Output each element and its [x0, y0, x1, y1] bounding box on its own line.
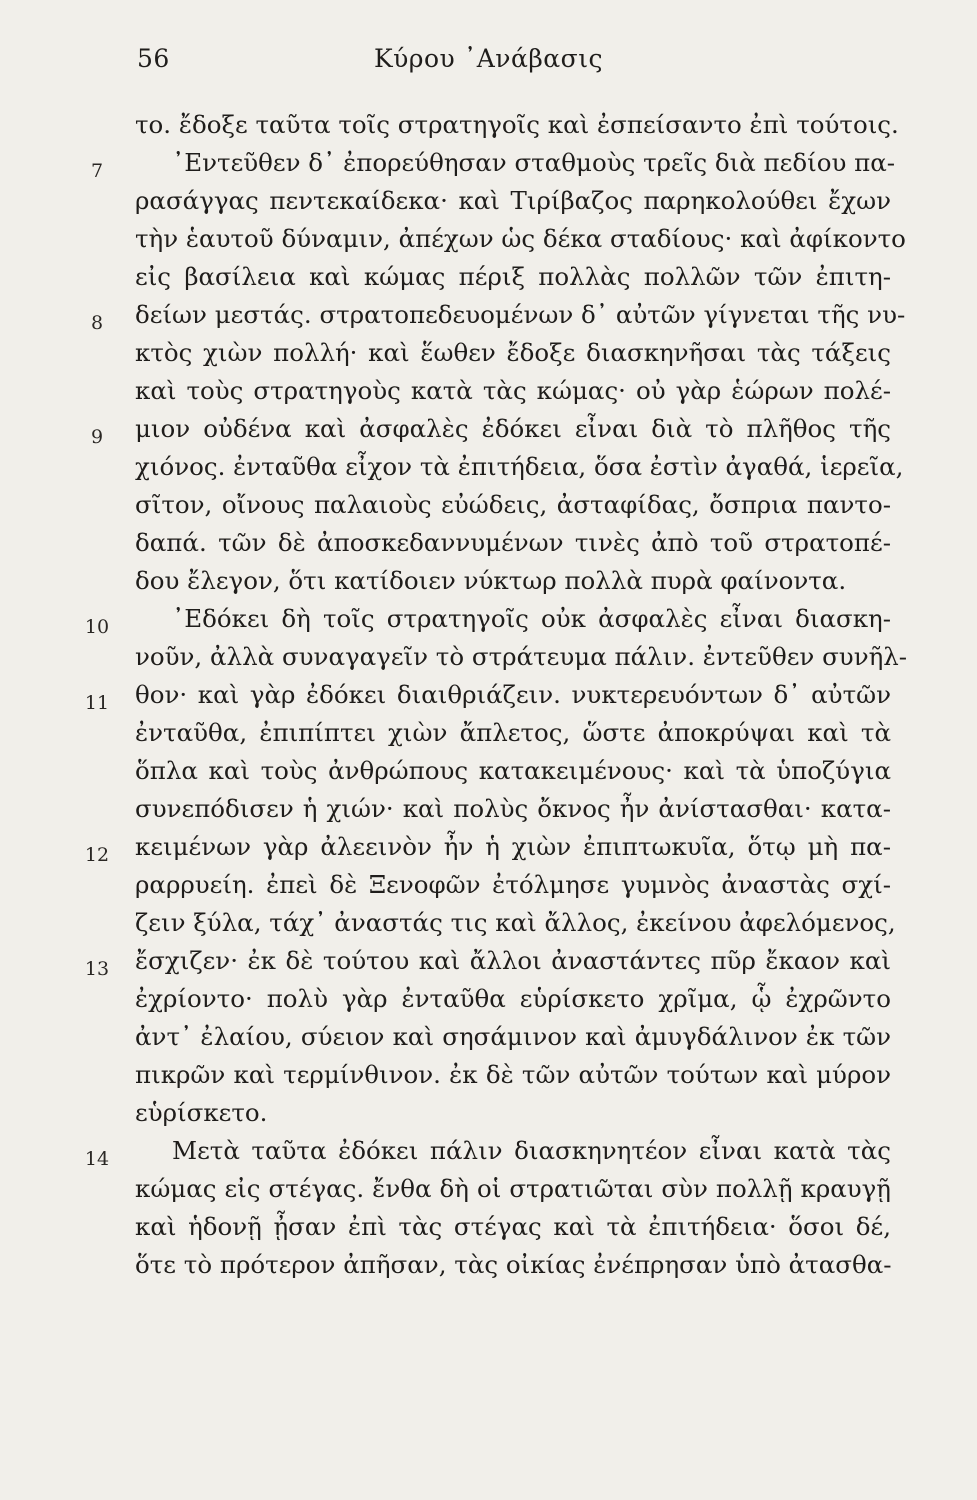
text-line	[0, 904, 977, 942]
line-text: το. ἔδοξε ταῦτα τοῖς στρατηγοῖς καὶ ἐσπείσαντο ἐπὶ τούτοις.	[135, 110, 899, 139]
body-text	[0, 106, 977, 1284]
text-line	[0, 1170, 977, 1208]
text-line	[0, 638, 977, 676]
line-text: ρασάγγας πεντεκαίδεκα· καὶ Τιρίβαζος παρηκολούθει ἔχων	[135, 186, 891, 215]
line-text: κτὸς χιὼν πολλή· καὶ ἕωθεν ἔδοξε διασκηνῆσαι τὰς τάξεις	[135, 338, 891, 367]
text-line	[0, 1018, 977, 1056]
line-text: κειμένων γὰρ ἀλεεινὸν ἦν ἡ χιὼν ἐπιπτωκυῖα, ὅτῳ μὴ πα-	[135, 832, 891, 861]
line-text: θον· καὶ γὰρ ἐδόκει διαιθριάζειν. νυκτερευόντων δ᾿ αὐτῶν	[135, 680, 891, 709]
line-text: ᾿Εντεῦθεν δ᾿ ἐπορεύθησαν σταθμοὺς τρεῖς διὰ πεδίου πα-	[172, 148, 896, 177]
line-text: μιον οὐδένα καὶ ἀσφαλὲς ἐδόκει εἶναι διὰ τὸ πλῆθος τῆς	[135, 414, 891, 443]
section-number: 7	[90, 160, 104, 182]
section-number: 10	[84, 616, 110, 638]
text-line	[0, 410, 977, 448]
text-line	[0, 1094, 977, 1132]
line-text: ὅτε τὸ πρότερον ἀπῆσαν, τὰς οἰκίας ἐνέπρησαν ὑπὸ ἀτασθα-	[135, 1250, 892, 1279]
section-number: 12	[84, 844, 110, 866]
text-line	[0, 524, 977, 562]
line-text: Μετὰ ταῦτα ἐδόκει πάλιν διασκηνητέον εἶναι κατὰ τὰς	[172, 1136, 891, 1165]
section-number: 14	[84, 1148, 110, 1170]
line-text: ᾿Εδόκει δὴ τοῖς στρατηγοῖς οὐκ ἀσφαλὲς εἶναι διασκη-	[172, 604, 891, 633]
line-text: κώμας εἰς στέγας. ἔνθα δὴ οἱ στρατιῶται σὺν πολλῇ κραυγῇ	[135, 1174, 891, 1203]
line-text: εἰς βασίλεια καὶ κώμας πέριξ πολλὰς πολλῶν τῶν ἐπιτη-	[135, 262, 891, 291]
line-text: συνεπόδισεν ἡ χιών· καὶ πολὺς ὄκνος ἦν ἀνίστασθαι· κατα-	[135, 794, 891, 823]
text-line	[0, 600, 977, 638]
line-text: ἐχρίοντο· πολὺ γὰρ ἐνταῦθα εὑρίσκετο χρῖμα, ᾧ ἐχρῶντο	[135, 984, 891, 1013]
line-text: τὴν ἑαυτοῦ δύναμιν, ἀπέχων ὡς δέκα σταδίους· καὶ ἀφίκοντο	[135, 224, 906, 253]
line-text: εὑρίσκετο.	[135, 1098, 268, 1127]
page-number: 56	[137, 44, 170, 73]
line-text: ραρρυείη. ἐπεὶ δὲ Ξενοφῶν ἐτόλμησε γυμνὸς ἀναστὰς σχί-	[135, 870, 891, 899]
text-line	[0, 790, 977, 828]
line-text: δου ἔλεγον, ὅτι κατίδοιεν νύκτωρ πολλὰ πυρὰ φαίνοντα.	[135, 566, 847, 595]
line-text: ἐνταῦθα, ἐπιπίπτει χιὼν ἄπλετος, ὥστε ἀποκρύψαι καὶ τὰ	[135, 718, 891, 747]
text-line	[0, 334, 977, 372]
text-line	[0, 676, 977, 714]
section-number: 9	[90, 426, 104, 448]
line-text: χιόνος. ἐνταῦθα εἶχον τὰ ἐπιτήδεια, ὅσα ἐστὶν ἀγαθά, ἱερεῖα,	[135, 452, 904, 481]
section-number: 11	[84, 692, 110, 714]
page-title: Κύρου ᾿Ανάβασις	[373, 44, 604, 73]
line-text: ζειν ξύλα, τάχ᾿ ἀναστάς τις καὶ ἄλλος, ἐκείνου ἀφελόμενος,	[135, 908, 896, 937]
text-line	[0, 828, 977, 866]
line-text: ἀντ᾿ ἐλαίου, σύειον καὶ σησάμινον καὶ ἀμυγδάλινον ἐκ τῶν	[135, 1022, 891, 1051]
section-number: 8	[90, 312, 104, 334]
text-line	[0, 980, 977, 1018]
section-number: 13	[84, 958, 110, 980]
text-line	[0, 752, 977, 790]
text-line	[0, 1056, 977, 1094]
text-line	[0, 372, 977, 410]
text-line	[0, 106, 977, 144]
line-text: δαπά. τῶν δὲ ἀποσκεδαννυμένων τινὲς ἀπὸ τοῦ στρατοπέ-	[135, 528, 891, 557]
text-line	[0, 258, 977, 296]
text-line	[0, 562, 977, 600]
line-text: νοῦν, ἀλλὰ συναγαγεῖν τὸ στράτευμα πάλιν. ἐντεῦθεν συνῆλ-	[135, 642, 908, 671]
text-line	[0, 942, 977, 980]
running-head	[0, 44, 977, 84]
text-line	[0, 144, 977, 182]
line-text: δείων μεστάς. στρατοπεδευομένων δ᾿ αὐτῶν γίγνεται τῆς νυ-	[135, 300, 906, 329]
line-text: ὅπλα καὶ τοὺς ἀνθρώπους κατακειμένους· καὶ τὰ ὑποζύγια	[135, 756, 891, 785]
text-line	[0, 182, 977, 220]
text-line	[0, 866, 977, 904]
text-line	[0, 448, 977, 486]
line-text: ἔσχιζεν· ἐκ δὲ τούτου καὶ ἄλλοι ἀναστάντες πῦρ ἔκαον καὶ	[135, 946, 891, 975]
text-line	[0, 296, 977, 334]
line-text: καὶ ἡδονῇ ᾖσαν ἐπὶ τὰς στέγας καὶ τὰ ἐπιτήδεια· ὅσοι δέ,	[135, 1212, 891, 1241]
line-text: πικρῶν καὶ τερμίνθινον. ἐκ δὲ τῶν αὐτῶν τούτων καὶ μύρον	[135, 1060, 891, 1089]
line-text: σῖτον, οἴνους παλαιοὺς εὐώδεις, ἀσταφίδας, ὄσπρια παντο-	[135, 490, 891, 519]
text-line	[0, 1208, 977, 1246]
text-line	[0, 714, 977, 752]
text-line	[0, 220, 977, 258]
text-line	[0, 1132, 977, 1170]
text-line	[0, 486, 977, 524]
line-text: καὶ τοὺς στρατηγοὺς κατὰ τὰς κώμας· οὐ γὰρ ἑώρων πολέ-	[135, 376, 891, 405]
text-line	[0, 1246, 977, 1284]
